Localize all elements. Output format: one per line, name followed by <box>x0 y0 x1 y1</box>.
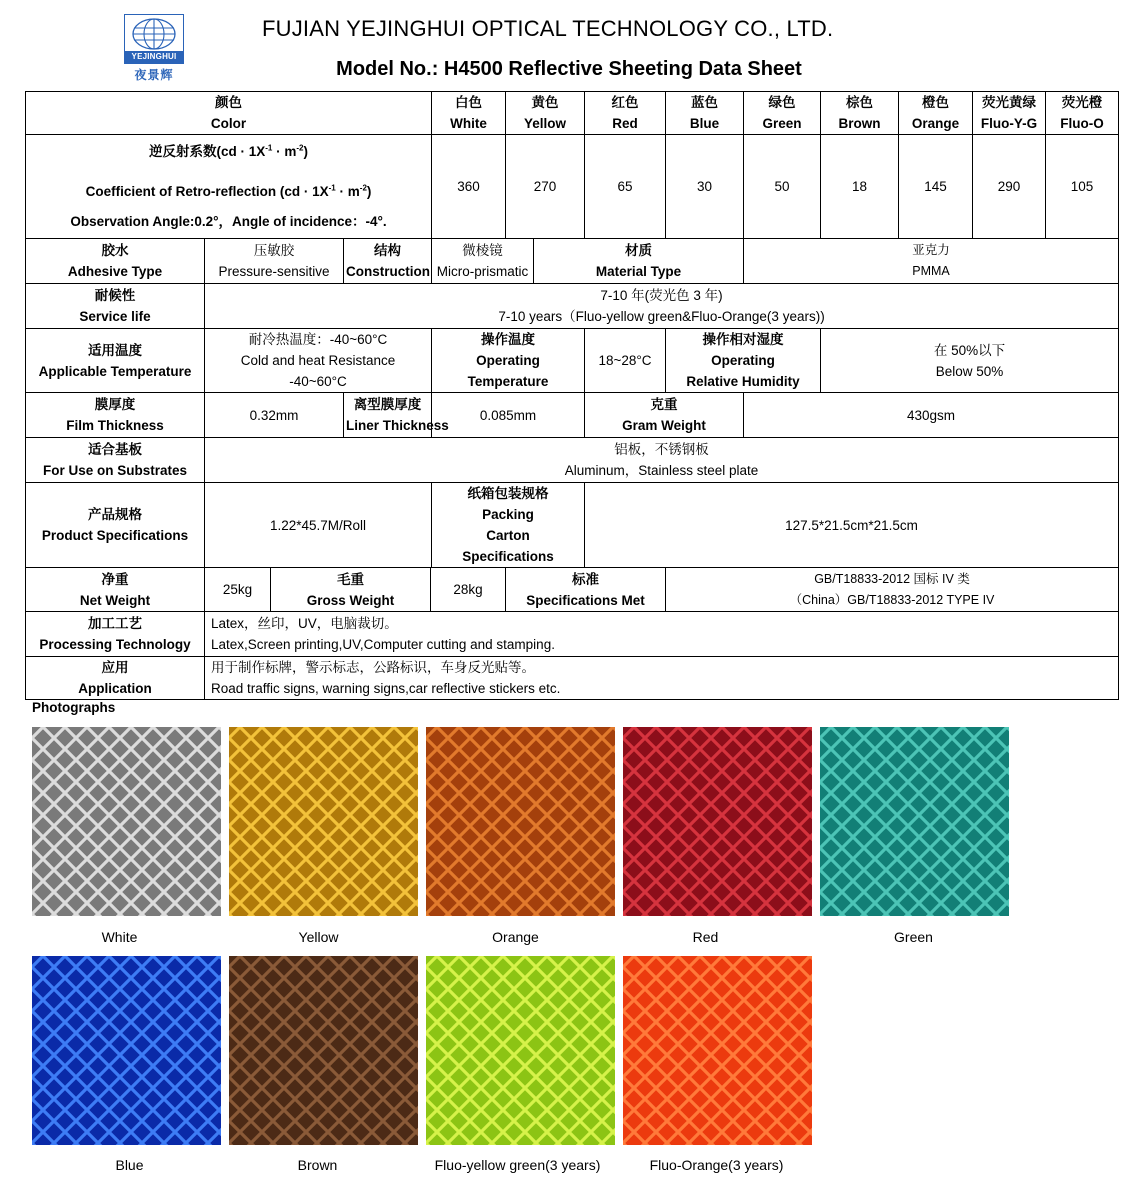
data-sheet-table <box>25 91 1119 700</box>
application-label: 应用 Application <box>26 657 205 700</box>
processing-value: Latex，丝印，UV，电脑裁切。 Latex,Screen printing,UV,Computer cutting and stamping. <box>205 612 1119 657</box>
page-title: Model No.: H4500 Reflective Sheeting Data Sheet <box>336 58 802 80</box>
swatch-brown <box>229 956 418 1145</box>
photographs-heading: Photographs <box>32 700 116 715</box>
logo-chinese-text: 夜景辉 <box>134 68 174 82</box>
swatch-green <box>820 727 1009 916</box>
retro-value-blue: 30 <box>666 135 744 239</box>
caption-green: Green <box>894 929 933 945</box>
packing-label: 纸箱包装规格 Packing Carton Specifications <box>432 483 585 568</box>
color-fluo-o: 荧光橙 Fluo-O <box>1046 92 1119 135</box>
adhesive-value: 压敏胶 Pressure-sensitive <box>205 239 344 284</box>
caption-yellow: Yellow <box>298 929 339 945</box>
retro-value-white: 360 <box>432 135 506 239</box>
caption-fluo-orange: Fluo-Orange(3 years) <box>649 1157 784 1173</box>
film-thickness-label: 膜厚度 Film Thickness <box>26 393 205 438</box>
color-blue: 蓝色 Blue <box>666 92 744 135</box>
temperature-value: 耐冷热温度：-40~60°C Cold and heat Resistance -40~60°C <box>205 329 432 393</box>
liner-thickness-label: 离型膜厚度 Liner Thickness <box>344 393 432 438</box>
swatch-orange <box>426 727 615 916</box>
color-white: 白色 White <box>432 92 506 135</box>
gram-weight-label: 克重 Gram Weight <box>585 393 744 438</box>
retro-value-orange: 145 <box>899 135 973 239</box>
standard-value: GB/T18833-2012 国标 IV 类 （China）GB/T18833-2012 TYPE IV <box>666 568 1119 612</box>
liner-thickness-value: 0.085mm <box>432 393 585 438</box>
swatch-fluo-orange <box>623 956 812 1145</box>
retro-value-brown: 18 <box>821 135 899 239</box>
color-green: 绿色 Green <box>744 92 821 135</box>
gram-weight-value: 430gsm <box>744 393 1119 438</box>
construction-label: 结构 Construction <box>344 239 432 284</box>
caption-brown: Brown <box>297 1157 338 1173</box>
substrates-label: 适合基板 For Use on Substrates <box>26 438 205 483</box>
application-value: 用于制作标牌，警示标志，公路标识，车身反光贴等。 Road traffic signs, warning signs,car reflective stickers etc. <box>205 657 1119 700</box>
color-row <box>26 92 1119 135</box>
thickness-row <box>26 393 1119 438</box>
service-value: 7-10 年(荧光色 3 年) 7-10 years（Fluo-yellow green&Fluo-Orange(3 years)) <box>205 284 1119 329</box>
substrates-value: 铝板，不锈钢板 Aluminum，Stainless steel plate <box>205 438 1119 483</box>
swatch-red <box>623 727 812 916</box>
retro-value-green: 50 <box>744 135 821 239</box>
temperature-row <box>26 329 1119 393</box>
retro-value-yellow: 270 <box>506 135 585 239</box>
swatch-white <box>32 727 221 916</box>
retro-row <box>26 135 1119 239</box>
color-label: 颜色 Color <box>26 92 432 135</box>
swatch-fluo-yellow-green <box>426 956 615 1145</box>
color-red: 红色 Red <box>585 92 666 135</box>
caption-fluo-yellow-green: Fluo-yellow green(3 years) <box>434 1157 601 1173</box>
material-label: 材质 Material Type <box>534 239 744 284</box>
spec-row <box>26 483 1119 568</box>
retro-value-red: 65 <box>585 135 666 239</box>
logo-band-text: YEJINGHUI <box>125 51 183 63</box>
globe-logo-icon <box>124 14 184 64</box>
packing-value: 127.5*21.5cm*21.5cm <box>585 483 1119 568</box>
product-spec-value: 1.22*45.7M/Roll <box>205 483 432 568</box>
material-value: 亚克力 PMMA <box>744 239 1119 284</box>
product-spec-label: 产品规格 Product Specifications <box>26 483 205 568</box>
processing-label: 加工工艺 Processing Technology <box>26 612 205 657</box>
gross-weight-value: 28kg <box>431 568 506 612</box>
humidity-value: 在 50%以下 Below 50% <box>821 329 1119 393</box>
construction-value: 微棱镜 Micro-prismatic <box>432 239 534 284</box>
adhesive-label: 胶水 Adhesive Type <box>26 239 205 284</box>
service-label: 耐候性 Service life <box>26 284 205 329</box>
temperature-label: 适用温度 Applicable Temperature <box>26 329 205 393</box>
processing-row <box>26 612 1119 657</box>
film-thickness-value: 0.32mm <box>205 393 344 438</box>
color-orange: 橙色 Orange <box>899 92 973 135</box>
service-row <box>26 284 1119 329</box>
caption-blue: Blue <box>115 1157 144 1173</box>
color-brown: 棕色 Brown <box>821 92 899 135</box>
swatch-yellow <box>229 727 418 916</box>
retro-label: 逆反射系数$(cd \cdot 1X^{-1} \cdot m^{-2})$ Coefficient of Retro-reflection $(cd \cdot 1X^{-1} \cdot m^{-2})$ Observation Angle:0.2°，Angle of incidence：-4°. <box>26 135 432 239</box>
net-weight-label: 净重 Net Weight <box>26 568 205 612</box>
retro-value-fluo-yg: 290 <box>973 135 1046 239</box>
application-row <box>26 657 1119 700</box>
caption-red: Red <box>692 929 719 945</box>
standard-label: 标准 Specifications Met <box>506 568 666 612</box>
substrates-row <box>26 438 1119 483</box>
humidity-label: 操作相对湿度 Operating Relative Humidity <box>666 329 821 393</box>
adhesive-row <box>26 239 1119 284</box>
color-fluo-yg: 荧光黄绿 Fluo-Y-G <box>973 92 1046 135</box>
weight-row <box>26 568 1119 612</box>
operating-temp-label: 操作温度 Operating Temperature <box>432 329 585 393</box>
color-yellow: 黄色 Yellow <box>506 92 585 135</box>
retro-value-fluo-o: 105 <box>1046 135 1119 239</box>
swatch-blue <box>32 956 221 1145</box>
net-weight-value: 25kg <box>205 568 271 612</box>
caption-orange: Orange <box>492 929 539 945</box>
gross-weight-label: 毛重 Gross Weight <box>271 568 431 612</box>
caption-white: White <box>101 929 138 945</box>
company-name: FUJIAN YEJINGHUI OPTICAL TECHNOLOGY CO., LTD. <box>262 16 834 41</box>
operating-temp-value: 18~28°C <box>585 329 666 393</box>
